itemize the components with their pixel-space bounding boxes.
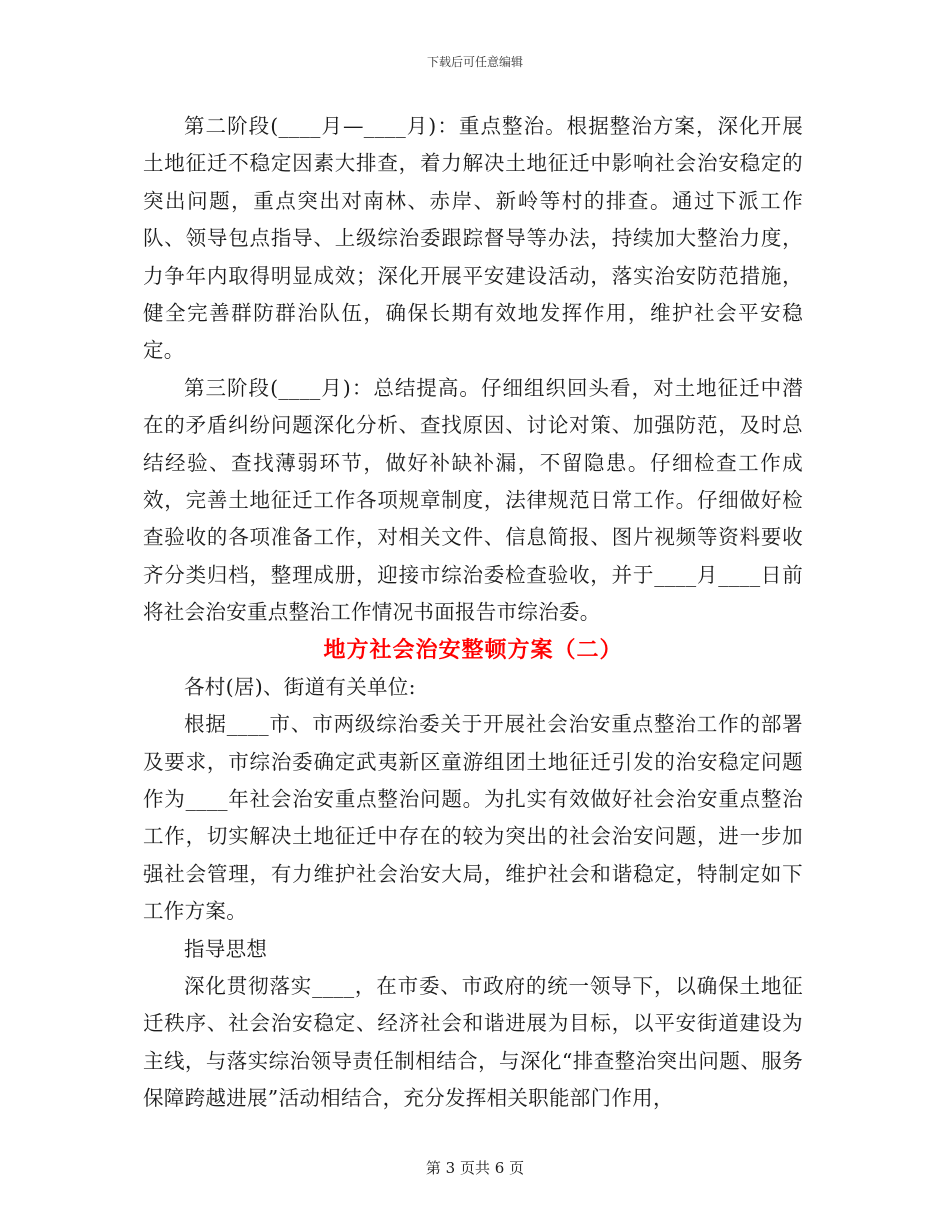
paragraph-stage-three: 第三阶段(____月)：总结提高。仔细组织回头看，对土地征迁中潜在的矛盾纠纷问题深化分析、查找原因、讨论对策、加强防范，及时总结经验、查找薄弱环节，做好补缺补漏，不留隐患。仔细检查工作成效，完善土地征迁工作各项规章制度，法律规范日常工作。仔细做好检查验收的各项准备工作，对相关文件、信息简报、图片视频等资料要收齐分类归档，整理成册，迎接市综治委检查验收，并于____月____日前将社会治安重点整治工作情况书面报告市综治委。 [143, 375, 803, 625]
paragraph-intro: 根据____市、市两级综治委关于开展社会治安重点整治工作的部署及要求，市综治委确定武夷新区童游组团土地征迁引发的治安稳定问题作为____年社会治安重点整治问题。为扎实有效做好社会治安重点整治工作，切实解决土地征迁中存在的较为突出的社会治安问题，进一步加强社会管理，有力维护社会治安大局，维护社会和谐稳定，特制定如下工作方案。 [143, 712, 803, 924]
document-body [143, 108, 803, 1118]
salutation: 各村(居)、街道有关单位: [184, 674, 416, 699]
page-header: 下载后可任意编辑 [426, 55, 523, 69]
heading-guiding-thought: 指导思想 [184, 936, 268, 961]
page-footer: 第 3 页共 6 页 [425, 1159, 525, 1177]
paragraph-stage-two: 第二阶段(____月—____月)：重点整治。根据整治方案，深化开展土地征迁不稳定因素大排查，着力解决土地征迁中影响社会治安稳定的突出问题，重点突出对南林、赤岸、新岭等村的排查。通过下派工作队、领导包点指导、上级综治委跟踪督导等办法，持续加大整治力度，力争年内取得明显成效；深化开展平安建设活动，落实治安防范措施，健全完善群防群治队伍，确保长期有效地发挥作用，维护社会平安稳定。 [143, 114, 803, 363]
section-title: 地方社会治安整顿方案（二） [323, 636, 623, 663]
paragraph-guiding-thought: 深化贯彻落实____，在市委、市政府的统一领导下，以确保土地征迁秩序、社会治安稳定、经济社会和谐进展为目标，以平安街道建设为主线，与落实综治领导责任制相结合，与深化“排查整治突出问题、服务保障跨越进展”活动相结合，充分发挥相关职能部门作用， [143, 973, 803, 1111]
